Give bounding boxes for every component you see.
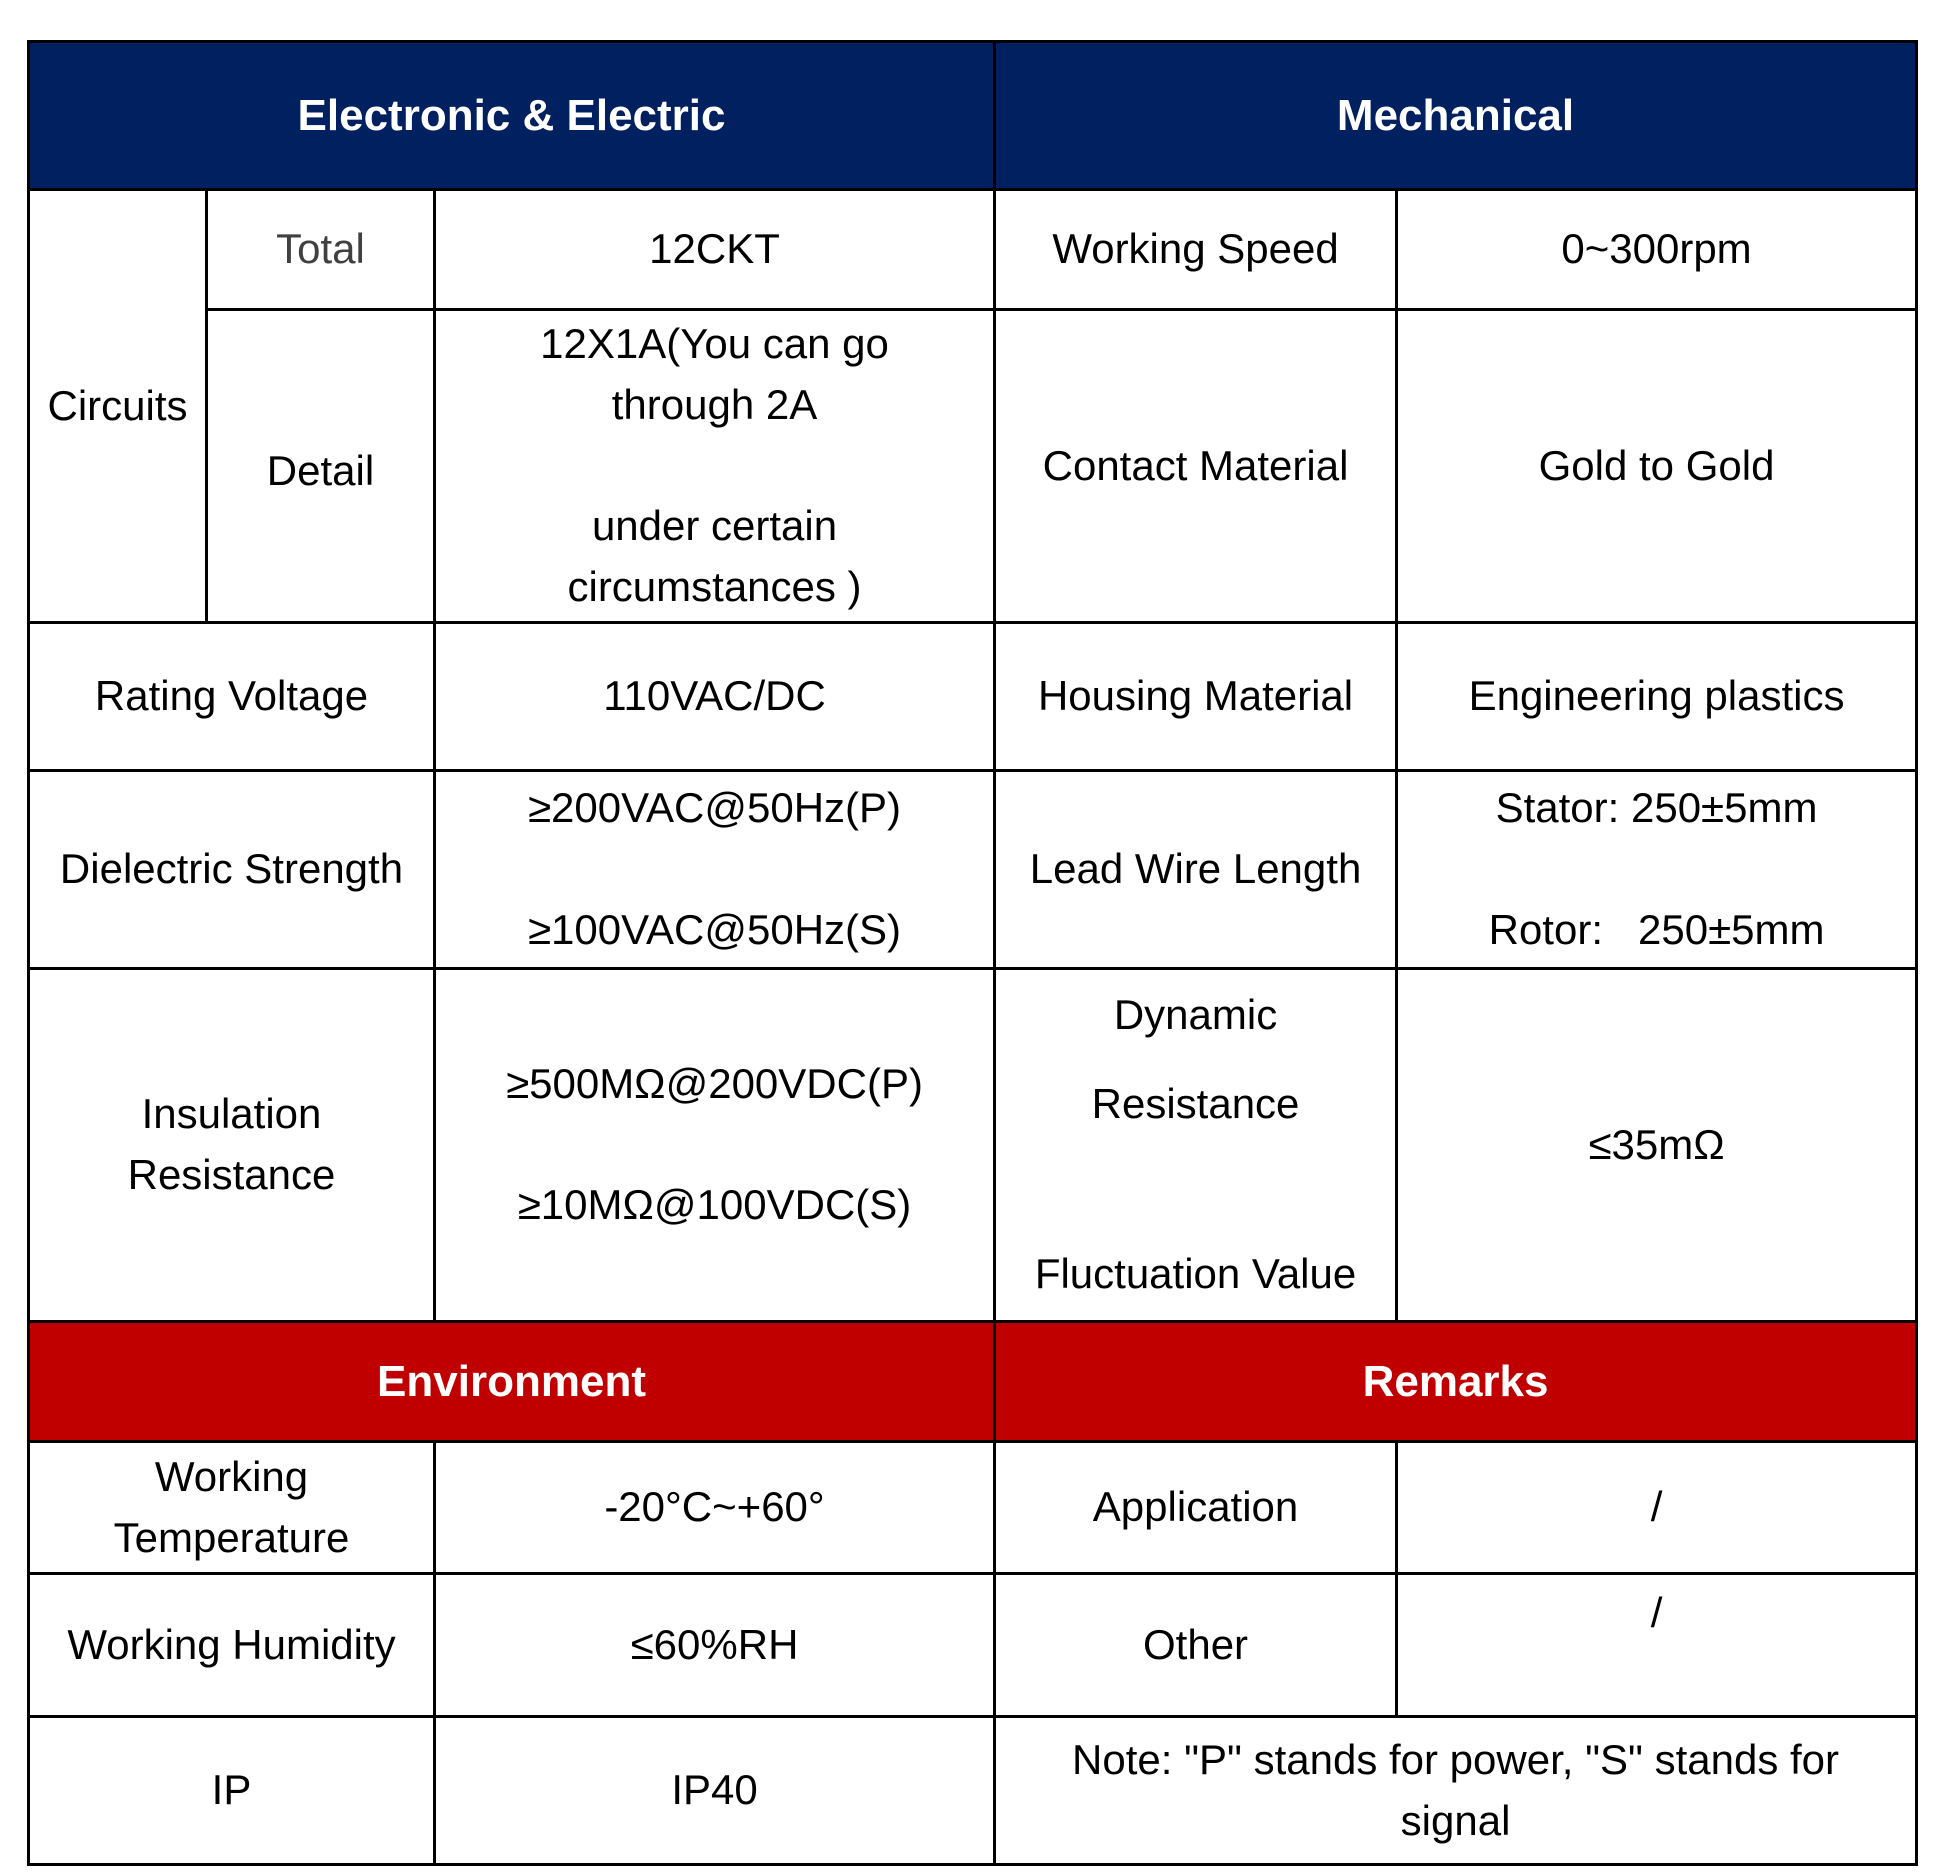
header-row-top — [29, 42, 1917, 190]
table-row — [29, 771, 1917, 969]
contact-material-value: Gold to Gold — [1397, 310, 1917, 623]
ip-value: IP40 — [435, 1717, 995, 1865]
working-temperature-line-2: Temperature — [113, 1513, 350, 1561]
detail-value-line-4: circumstances ) — [567, 563, 862, 611]
table-row — [29, 310, 1917, 623]
rating-voltage-label: Rating Voltage — [29, 623, 435, 771]
working-temperature-value: -20°C~+60° — [435, 1442, 995, 1574]
dielectric-value-p: ≥200VAC@50Hz(P) — [527, 784, 902, 832]
working-humidity-label: Working Humidity — [29, 1574, 435, 1717]
working-temperature-label — [29, 1442, 435, 1574]
insulation-resistance-value — [435, 969, 995, 1322]
total-value: 12CKT — [435, 190, 995, 310]
other-value: / — [1397, 1574, 1917, 1717]
detail-value-line-1: 12X1A(You can go — [540, 319, 889, 367]
detail-value — [435, 310, 995, 623]
remarks-header: Remarks — [995, 1322, 1917, 1442]
table-row — [29, 1442, 1917, 1574]
working-temperature-line-1: Working — [154, 1452, 309, 1500]
lead-wire-length-label: Lead Wire Length — [995, 771, 1397, 969]
dynamic-resistance-label — [995, 969, 1397, 1322]
ip-label: IP — [29, 1717, 435, 1865]
table-row — [29, 190, 1917, 310]
insulation-label-line-2: Resistance — [127, 1151, 336, 1198]
dynamic-label-line-2: Resistance — [1091, 1079, 1300, 1127]
table-row — [29, 623, 1917, 771]
mechanical-header: Mechanical — [995, 42, 1917, 190]
lead-wire-rotor: Rotor: 250±5mm — [1488, 905, 1825, 953]
dynamic-label-line-1: Dynamic — [1113, 991, 1278, 1039]
dynamic-label-line-3: Fluctuation Value — [1034, 1250, 1357, 1298]
housing-material-value: Engineering plastics — [1397, 623, 1917, 771]
dielectric-strength-value — [435, 771, 995, 969]
note-text: Note: "P" stands for power, "S" stands for signal — [995, 1717, 1917, 1865]
detail-value-line-3: under certain — [591, 502, 838, 550]
circuits-label: Circuits — [29, 190, 207, 623]
detail-label: Detail — [207, 310, 435, 623]
detail-value-line-2: through 2A — [611, 380, 818, 428]
lead-wire-stator: Stator: 250±5mm — [1495, 784, 1818, 832]
spec-table — [27, 40, 1918, 1866]
insulation-label-line-1: Insulation — [141, 1090, 322, 1138]
application-label: Application — [995, 1442, 1397, 1574]
housing-material-label: Housing Material — [995, 623, 1397, 771]
header-row-bottom — [29, 1322, 1917, 1442]
other-label: Other — [995, 1574, 1397, 1717]
working-humidity-value: ≤60%RH — [435, 1574, 995, 1717]
insulation-value-p: ≥500MΩ@200VDC(P) — [506, 1059, 923, 1107]
dynamic-resistance-value: ≤35mΩ — [1397, 969, 1917, 1322]
environment-header: Environment — [29, 1322, 995, 1442]
working-speed-label: Working Speed — [995, 190, 1397, 310]
contact-material-label: Contact Material — [995, 310, 1397, 623]
table-row — [29, 1574, 1917, 1717]
lead-wire-length-value — [1397, 771, 1917, 969]
dielectric-strength-label: Dielectric Strength — [29, 771, 435, 969]
working-speed-value: 0~300rpm — [1397, 190, 1917, 310]
application-value: / — [1397, 1442, 1917, 1574]
total-label: Total — [207, 190, 435, 310]
table-row — [29, 969, 1917, 1322]
table-row — [29, 1717, 1917, 1865]
rating-voltage-value: 110VAC/DC — [435, 623, 995, 771]
dielectric-value-s: ≥100VAC@50Hz(S) — [527, 905, 902, 953]
insulation-resistance-label — [29, 969, 435, 1322]
insulation-value-s: ≥10MΩ@100VDC(S) — [517, 1181, 912, 1229]
electronic-header: Electronic & Electric — [29, 42, 995, 190]
